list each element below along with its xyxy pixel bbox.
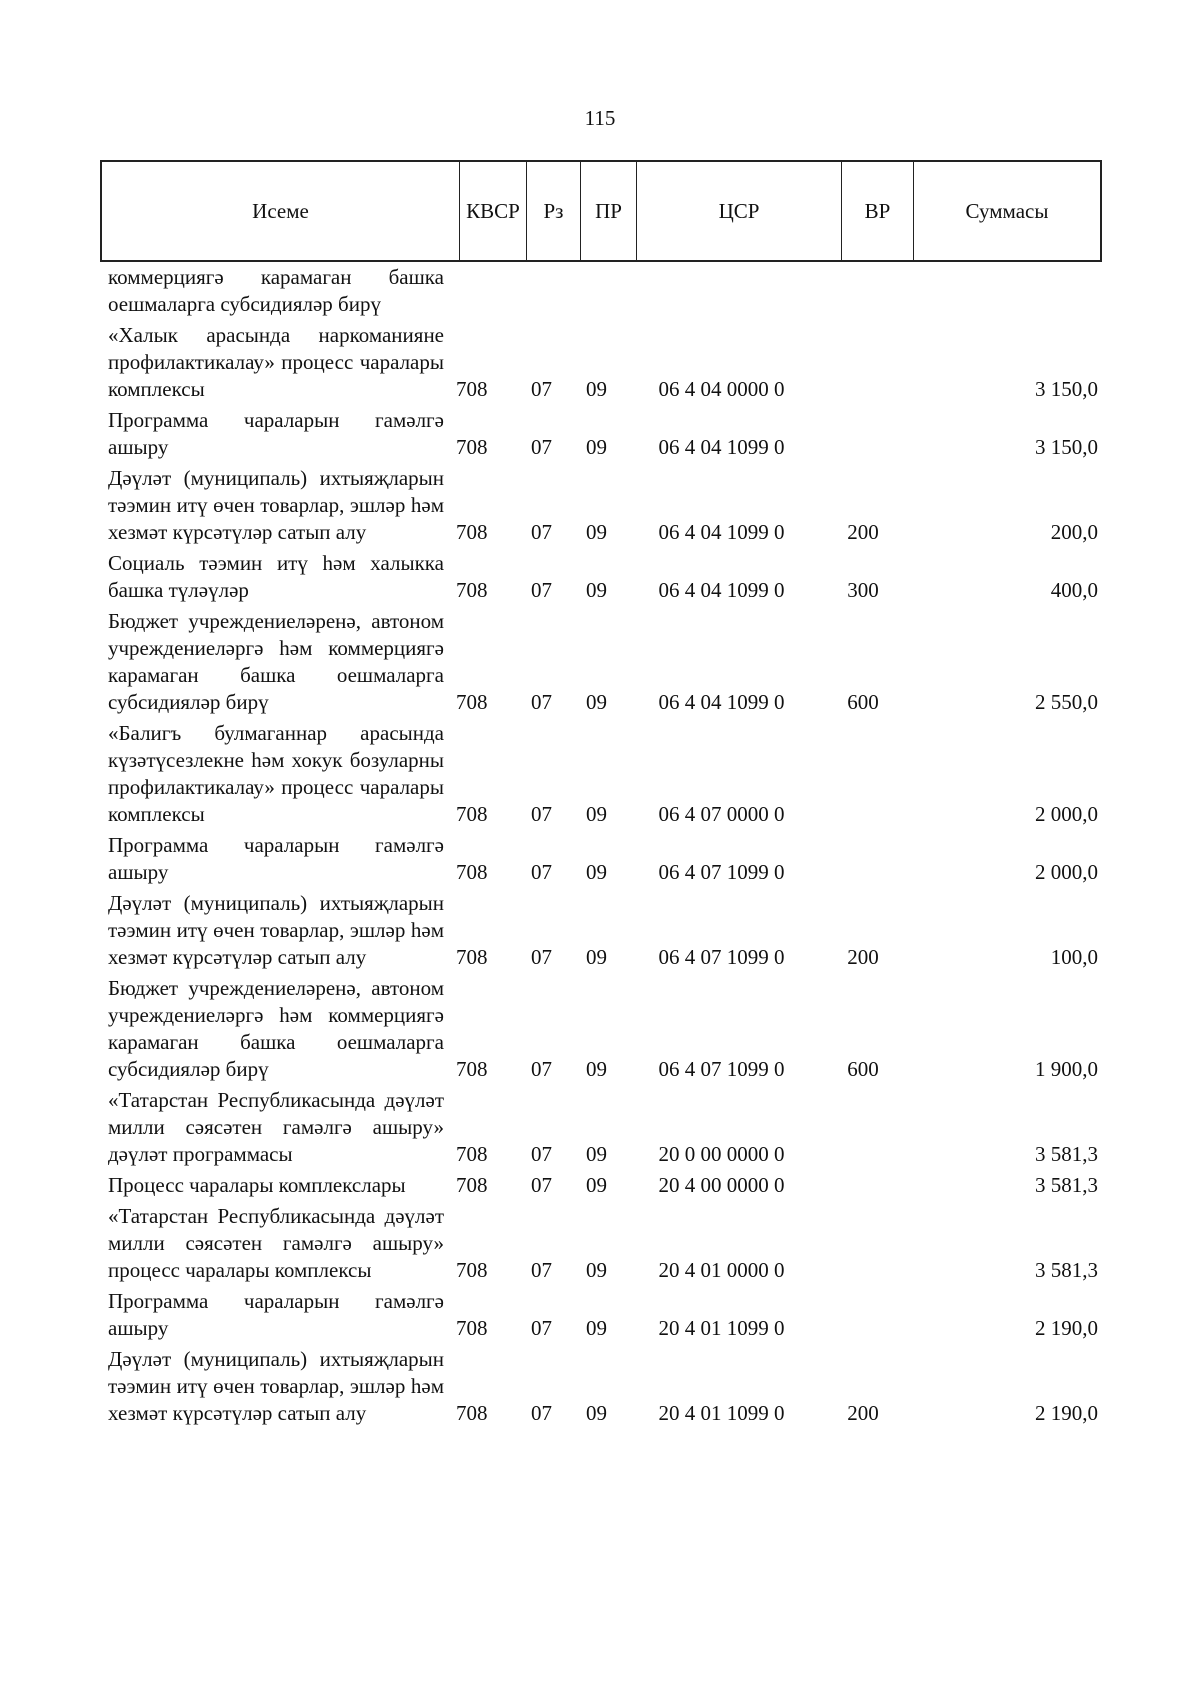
row-kvsr: 708 xyxy=(456,1142,488,1166)
row-kvsr: 708 xyxy=(456,945,488,969)
row-rz: 07 xyxy=(531,1401,552,1425)
row-name: Программа чараларын гамәлгә ашыру xyxy=(108,833,444,884)
row-name: Социаль тәэмин итү һәм халыкка башка түләүләр xyxy=(108,551,444,602)
table-row xyxy=(108,608,1098,716)
row-sum: 3 581,3 xyxy=(1035,1173,1098,1197)
row-rz: 07 xyxy=(531,520,552,544)
table-row xyxy=(108,1172,1098,1199)
row-name: Процесс чаралары комплекслары xyxy=(108,1173,406,1197)
row-sum: 100,0 xyxy=(1050,945,1098,969)
row-csr: 06 4 07 1099 0 xyxy=(658,945,785,969)
row-kvsr: 708 xyxy=(456,1401,488,1425)
row-sum: 2 000,0 xyxy=(1035,860,1098,884)
row-rz: 07 xyxy=(531,1142,552,1166)
row-sum: 200,0 xyxy=(1050,520,1098,544)
row-rz: 07 xyxy=(531,802,552,826)
row-pr: 09 xyxy=(586,435,607,459)
row-sum: 1 900,0 xyxy=(1035,1057,1098,1081)
table-row xyxy=(108,975,1098,1083)
row-vr: 600 xyxy=(847,690,879,714)
row-csr: 20 4 01 1099 0 xyxy=(658,1401,785,1425)
row-csr: 20 4 01 1099 0 xyxy=(658,1316,785,1340)
row-vr: 600 xyxy=(847,1057,879,1081)
row-sum: 3 150,0 xyxy=(1035,377,1098,401)
row-vr: 300 xyxy=(847,578,879,602)
header-sum: Суммасы xyxy=(965,198,1049,223)
row-pr: 09 xyxy=(586,1401,607,1425)
row-sum: 2 000,0 xyxy=(1035,802,1098,826)
row-rz: 07 xyxy=(531,1316,552,1340)
header-vr: ВР xyxy=(842,162,914,260)
row-sum: 2 550,0 xyxy=(1035,690,1098,714)
row-rz: 07 xyxy=(531,377,552,401)
table-row xyxy=(108,890,1098,971)
row-kvsr: 708 xyxy=(456,520,488,544)
row-name: Бюджет учреждениеләренә, автоном учреждениеләргә һәм коммерциягә карамаган башка оешмаларга субсидияләр бирү xyxy=(108,609,444,714)
row-name: Дәүләт (муниципаль) ихтыяҗларын тәэмин итү өчен товарлар, эшләр һәм хезмәт күрсәтүләр сатып алу xyxy=(108,891,444,969)
row-name: «Татарстан Республикасында дәүләт милли сәясәтен гамәлгә ашыру» дәүләт программасы xyxy=(108,1088,444,1166)
row-sum: 2 190,0 xyxy=(1035,1316,1098,1340)
row-name: Программа чараларын гамәлгә ашыру xyxy=(108,408,444,459)
row-kvsr: 708 xyxy=(456,1258,488,1282)
header-rz: Рз xyxy=(527,162,581,260)
row-csr: 06 4 07 1099 0 xyxy=(658,1057,785,1081)
row-rz: 07 xyxy=(531,945,552,969)
row-csr: 06 4 04 1099 0 xyxy=(658,435,785,459)
row-name: Дәүләт (муниципаль) ихтыяҗларын тәэмин итү өчен товарлар, эшләр һәм хезмәт күрсәтүләр сатып алу xyxy=(108,1347,444,1425)
row-csr: 06 4 04 0000 0 xyxy=(658,377,785,401)
row-csr: 20 4 00 0000 0 xyxy=(658,1173,785,1197)
table-row xyxy=(108,550,1098,604)
row-pr: 09 xyxy=(586,860,607,884)
row-name: Бюджет учреждениеләренә, автоном учреждениеләргә һәм коммерциягә карамаган башка оешмаларга субсидияләр бирү xyxy=(108,976,444,1081)
row-name: «Балигъ булмаганнар арасында күзәтүсезлекне һәм хокук бозуларны профилактикалау» процесс чаралары комплексы xyxy=(108,721,444,826)
row-pr: 09 xyxy=(586,802,607,826)
row-csr: 06 4 04 1099 0 xyxy=(658,578,785,602)
row-rz: 07 xyxy=(531,1258,552,1282)
row-rz: 07 xyxy=(531,1173,552,1197)
row-name: коммерциягә карамаган башка оешмаларга субсидияләр бирү xyxy=(108,265,444,316)
budget-table-body xyxy=(108,264,1098,1431)
row-sum: 2 190,0 xyxy=(1035,1401,1098,1425)
row-csr: 20 0 00 0000 0 xyxy=(658,1142,785,1166)
row-sum: 3 150,0 xyxy=(1035,435,1098,459)
table-row xyxy=(108,465,1098,546)
header-name: Исеме xyxy=(102,162,460,260)
row-kvsr: 708 xyxy=(456,690,488,714)
row-rz: 07 xyxy=(531,435,552,459)
row-csr: 06 4 07 1099 0 xyxy=(658,860,785,884)
table-row xyxy=(108,832,1098,886)
row-name: «Халык арасында наркоманияне профилактикалау» процесс чаралары комплексы xyxy=(108,323,444,401)
row-pr: 09 xyxy=(586,1057,607,1081)
page-number: 115 xyxy=(584,106,616,130)
row-csr: 20 4 01 0000 0 xyxy=(658,1258,785,1282)
table-row xyxy=(108,1288,1098,1342)
row-rz: 07 xyxy=(531,1057,552,1081)
row-rz: 07 xyxy=(531,690,552,714)
row-vr: 200 xyxy=(847,1401,879,1425)
row-kvsr: 708 xyxy=(456,377,488,401)
row-pr: 09 xyxy=(586,1142,607,1166)
table-row xyxy=(108,264,1098,318)
table-row xyxy=(108,1346,1098,1427)
row-kvsr: 708 xyxy=(456,1057,488,1081)
row-sum: 400,0 xyxy=(1050,578,1098,602)
row-sum: 3 581,3 xyxy=(1035,1142,1098,1166)
header-pr: ПР xyxy=(581,162,637,260)
row-name: Программа чараларын гамәлгә ашыру xyxy=(108,1289,444,1340)
row-vr: 200 xyxy=(847,945,879,969)
row-pr: 09 xyxy=(586,690,607,714)
row-vr: 200 xyxy=(847,520,879,544)
header-kvsr: КВСР xyxy=(460,162,527,260)
row-name: Дәүләт (муниципаль) ихтыяҗларын тәэмин итү өчен товарлар, эшләр һәм хезмәт күрсәтүләр сатып алу xyxy=(108,466,444,544)
table-header xyxy=(100,160,1102,262)
table-row xyxy=(108,407,1098,461)
table-row xyxy=(108,1087,1098,1168)
row-csr: 06 4 04 1099 0 xyxy=(658,520,785,544)
row-rz: 07 xyxy=(531,860,552,884)
row-kvsr: 708 xyxy=(456,1316,488,1340)
row-kvsr: 708 xyxy=(456,435,488,459)
row-csr: 06 4 07 0000 0 xyxy=(658,802,785,826)
row-pr: 09 xyxy=(586,1316,607,1340)
header-csr: ЦСР xyxy=(637,162,842,260)
row-pr: 09 xyxy=(586,945,607,969)
row-pr: 09 xyxy=(586,578,607,602)
row-pr: 09 xyxy=(586,1173,607,1197)
row-sum: 3 581,3 xyxy=(1035,1258,1098,1282)
table-row xyxy=(108,322,1098,403)
row-kvsr: 708 xyxy=(456,860,488,884)
row-kvsr: 708 xyxy=(456,578,488,602)
row-pr: 09 xyxy=(586,1258,607,1282)
row-name: «Татарстан Республикасында дәүләт милли сәясәтен гамәлгә ашыру» процесс чаралары комплексы xyxy=(108,1204,444,1282)
row-csr: 06 4 04 1099 0 xyxy=(658,690,785,714)
row-pr: 09 xyxy=(586,520,607,544)
row-rz: 07 xyxy=(531,578,552,602)
row-kvsr: 708 xyxy=(456,1173,488,1197)
table-row xyxy=(108,1203,1098,1284)
row-pr: 09 xyxy=(586,377,607,401)
table-row xyxy=(108,720,1098,828)
row-kvsr: 708 xyxy=(456,802,488,826)
